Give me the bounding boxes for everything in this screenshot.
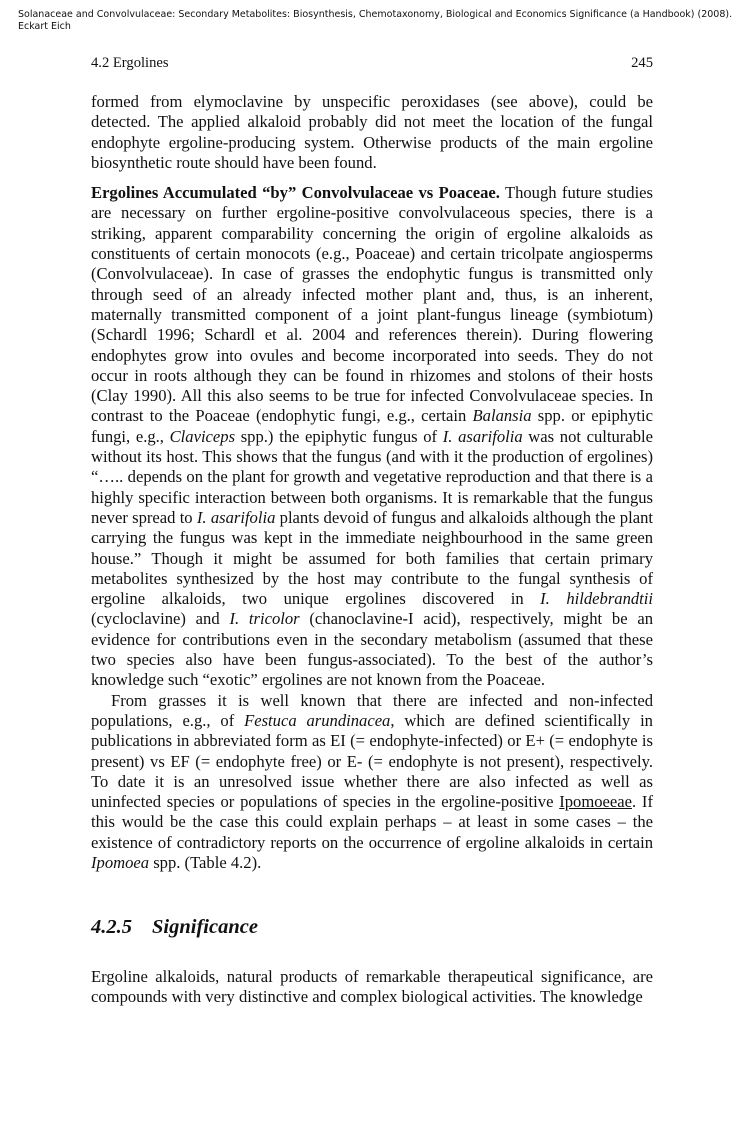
paragraph-3 [91,691,653,874]
text-span: spp. (Table 4.2). [149,852,262,872]
source-citation-header: Solanaceae and Convolvulaceae: Secondary Metabolites: Biosynthesis, Chemotaxonomy, Biological and Economics Significance (a Handbook) (2008). Eckart Eich [18,9,733,32]
text-span: (cycloclavine) and [91,609,230,629]
text-span: plants devoid of fungus and alkaloids although the plant carrying the fungus was kept in the immediate neighbourhood in the same green house.” Though it might be assumed for both families that certain primary metabolites synthesized by the host may contribute to the fungal synthesis of ergoline alkaloids, two unique ergolines discovered in [91,507,653,609]
text-span: was not culturable without its host. This shows that the fungus (and with it the production of ergolines) “….. depends on the plant for growth and vegetative reproduction and that there is a highly specific interaction between both organisms. It is remarkable that the fungus never spread to [91,426,653,527]
running-head [91,55,653,75]
species-name: Festuca arundinacea [244,710,391,730]
section-heading [91,916,653,939]
paragraph-2 [91,183,653,690]
species-name: Claviceps [169,426,236,446]
species-name: I. tricolor [229,609,300,629]
running-head-section: 4.2 Ergolines [91,55,169,71]
species-name: Balansia [472,406,532,426]
species-name: Ipomoea [91,852,150,872]
text-span: spp. or epiphytic fungi, e.g., [91,406,653,446]
text-span: , which are defined scientifically in publications in abbreviated form as EI (= endophyte-infected) or E+ (= endophyte is present) vs EF (= endophyte free) or E- (= endophyte is not present), respectively. To date it is an unresolved issue whether there are also infected as well as uninfected species or populations of species in the ergoline-positive [91,710,653,812]
species-name: I. hildebrandtii [540,589,653,609]
paragraph-1: formed from elymoclavine by unspecific peroxidases (see above), could be detected. The applied alkaloid probably did not meet the location of the fungal endophyte ergoline-producing system. Otherwise products of the main ergoline biosynthetic route should have been found. [91,92,653,172]
run-in-heading: Ergolines Accumulated “by” Convolvulaceae vs Poaceae. [91,183,500,203]
species-name: I. asarifolia [442,426,523,446]
main-text [91,92,653,873]
section-title: Significance [152,916,258,938]
underlined-term: Ipomoeeae [559,792,633,812]
section-number: 4.2.5 [91,916,132,938]
text-span: From grasses it is well known that there are infected and non-infected populations, e.g., of [91,690,653,730]
section-text [91,967,653,1008]
species-name: I. asarifolia [196,507,276,527]
text-span: (chanoclavine-I acid), respectively, might be an evidence for contributions even in the secondary metabolism (assumed that these two species also have been fungus-associated). To the best of the author’s knowledge such “exotic” ergolines are not known from the Poaceae. [91,609,654,690]
page-number: 245 [631,55,653,71]
text-span: spp.) the epiphytic fungus of [235,426,443,446]
text-span: . If this would be the case this could explain perhaps – at least in some cases – the existence of contradictory reports on the occurrence of ergoline alkaloids in certain [91,792,653,852]
text-span: Though future studies are necessary on further ergoline-positive convolvulaceous species, there is a striking, apparent comparability concerning the origin of ergoline alkaloids as constituents of certain monocots (e.g., Poaceae) and certain tricolpate angiosperms (Convolvulaceae). In case of grasses the endophytic fungus is transmitted only through seed of an already infected mother plant and, thus, is an inherent, maternally transmitted component of a joint plant-fungus lineage (symbiotum) (Schardl 1996; Schardl et al. 2004 and references therein). During flowering endophytes grow into ovules and become incorporated into seeds. They do not occur in roots although they can be found in rhizomes and stolons of their hosts (Clay 1990). All this also seems to be true for infected Convolvulaceae species. In contrast to the Poaceae (endophytic fungi, e.g., certain [91,183,654,426]
paragraph-4: Ergoline alkaloids, natural products of remarkable therapeutical significance, are compounds with very distinctive and complex biological activities. The knowledge [91,967,653,1007]
